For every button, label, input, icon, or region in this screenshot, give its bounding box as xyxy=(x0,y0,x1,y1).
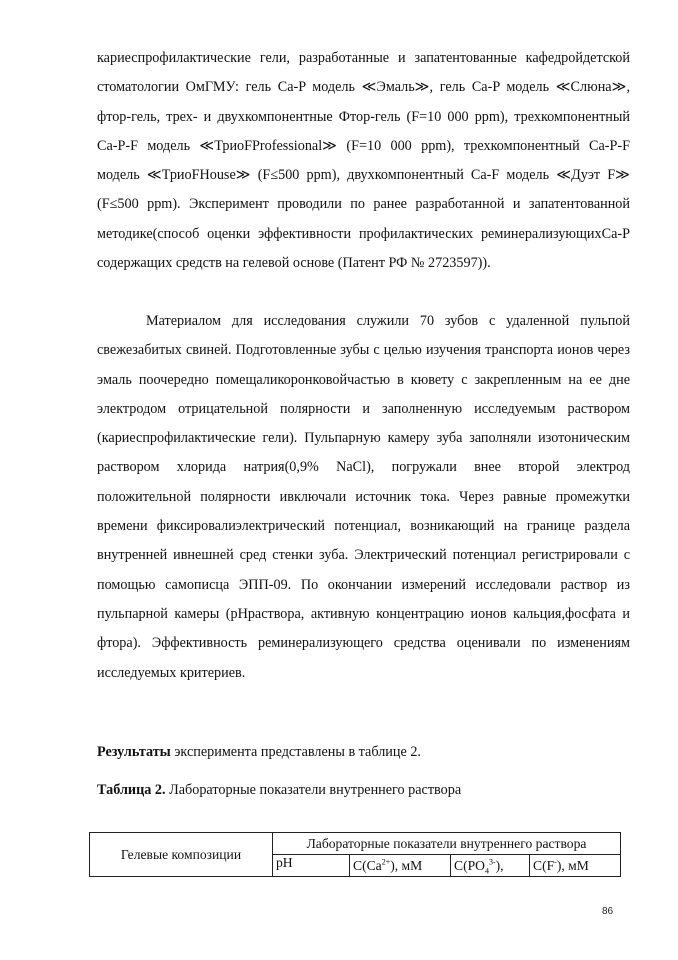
fluoride-unit: ), мМ xyxy=(556,857,589,873)
header-lab-indicators: Лабораторные показатели внутреннего раствора xyxy=(273,833,621,855)
table-caption xyxy=(97,780,630,800)
header-ph: pH xyxy=(273,855,350,877)
phosphate-label: C(PO xyxy=(454,857,485,873)
phosphate-unit: ), xyxy=(495,857,504,873)
calcium-charge: 2+ xyxy=(381,856,391,866)
lab-indicators-table xyxy=(89,832,621,877)
results-bold: Результаты xyxy=(97,744,171,760)
phosphate-charge: 3- xyxy=(488,856,496,866)
table-caption-bold: Таблица 2. xyxy=(97,782,166,798)
header-fluoride xyxy=(530,855,621,877)
fluoride-label: C(F xyxy=(533,857,555,873)
header-gel-compositions: Гелевые композиции xyxy=(90,833,273,877)
phosphate-index: 4 xyxy=(484,866,489,876)
paragraph-methods: Материалом для исследования служили 70 зубов с удаленной пульпой свежезабитых свиней. Подготовленные зубы с целью изучения транспорта ионов через эмаль поочередно помещаликоронковойчастью в кювету с закрепленным на ее дне электродом отрицательной полярности и заполненную исследуемым раствором (кариеспрофилактические гели). Пульпарную камеру зуба заполняли изотоническим раствором хлорида натрия(0,9% NaCl), погружали внее второй электрод положительной полярности ивключали источник тока. Через равные промежутки времени фиксировалиэлектрический потенциал, возникающий на границе раздела внутренней ивнешней сред стенки зуба. Электрический потенциал регистрировали с помощью самописца ЭПП-09. По окончании измерений исследовали раствор из пульпарной камеры (рНраствора, активную концентрацию ионов кальция,фосфата и фтора). Эффективность реминерализующего средства оценивали по изменениям исследуемых критериев. xyxy=(97,313,630,681)
calcium-unit: ), мМ xyxy=(390,857,423,873)
fluoride-charge: - xyxy=(554,856,557,866)
calcium-label: C(Ca xyxy=(353,857,382,873)
results-sentence xyxy=(97,742,630,762)
table-caption-text: Лабораторные показатели внутреннего раствора xyxy=(165,782,462,798)
table-header-row xyxy=(90,833,621,855)
paragraph-gels-list: кариеспрофилактические гели, разработанные и запатентованные кафедройдетской стоматологии ОмГМУ: гель Ca-P модель ≪Эмаль≫, гель Ca-P модель ≪Слюна≫, фтор-гель, трех- и двухкомпонентные Фтор-гель (F=10 000 ppm), трехкомпонентный Ca-P-F модель ≪ТриоFProfessional≫ (F=10 000 ppm), трехкомпонентный Ca-P-F модель ≪ТриоFHouse≫ (F≤500 ppm), двухкомпонентный Ca-F модель ≪Дуэт F≫ (F≤500 ppm). Эксперимент проводили по ранее разработанной и запатентованной методике(способ оценки эффективности профилактических реминерализующихCa-P содержащих средств на гелевой основе (Патент РФ № 2723597)). xyxy=(97,50,630,272)
page-number: 86 xyxy=(602,906,614,917)
results-text: эксперимента представлены в таблице 2. xyxy=(170,744,421,760)
header-calcium xyxy=(350,855,451,877)
header-phosphate xyxy=(451,855,530,877)
